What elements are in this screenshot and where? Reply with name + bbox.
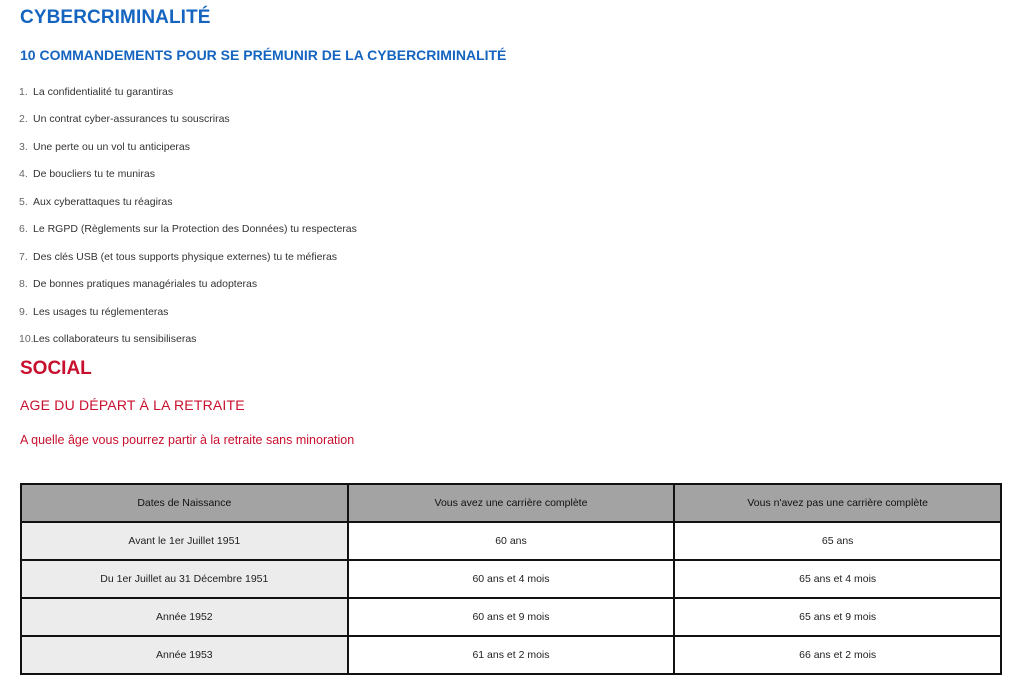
table-cell-full-career: 61 ans et 2 mois (348, 636, 675, 674)
section-subtitle-commandements: 10 COMMANDEMENTS POUR SE PRÉMUNIR DE LA CYBERCRIMINALITÉ (20, 47, 507, 63)
section-title-social: SOCIAL (20, 358, 92, 379)
table-cell-full-career: 60 ans et 9 mois (348, 598, 675, 636)
list-item (20, 243, 1024, 271)
list-item-number: 4. (19, 168, 28, 181)
table-cell-birthdate: Année 1953 (21, 636, 348, 674)
table-header-cell: Vous avez une carrière complète (348, 484, 675, 522)
retraite-table (20, 483, 1002, 675)
table-row (21, 560, 1001, 598)
table-cell-birthdate: Du 1er Juillet au 31 Décembre 1951 (21, 560, 348, 598)
list-item-text: Des clés USB (et tous supports physique externes) tu te méfieras (33, 250, 338, 263)
table-header-cell: Vous n'avez pas une carrière complète (674, 484, 1001, 522)
section-title-cybercriminalite: CYBERCRIMINALITÉ (20, 7, 211, 28)
list-item-number: 1. (19, 85, 28, 98)
list-item-number: 3. (19, 140, 28, 153)
list-item-text: De boucliers tu te muniras (33, 168, 155, 181)
list-item (20, 161, 1024, 189)
list-item-text: Les usages tu réglementeras (33, 305, 169, 318)
table-cell-partial-career: 65 ans et 9 mois (674, 598, 1001, 636)
list-item (20, 188, 1024, 216)
list-item (20, 271, 1024, 299)
table-cell-partial-career: 65 ans et 4 mois (674, 560, 1001, 598)
list-item-number: 6. (19, 223, 28, 236)
table-row (21, 522, 1001, 560)
list-item-number: 10. (19, 333, 34, 346)
table-row (21, 598, 1001, 636)
table-cell-full-career: 60 ans (348, 522, 675, 560)
list-item-text: Un contrat cyber-assurances tu souscriras (33, 113, 230, 126)
table-cell-partial-career: 65 ans (674, 522, 1001, 560)
list-item (20, 133, 1024, 161)
table-cell-birthdate: Année 1952 (21, 598, 348, 636)
list-item-text: Les collaborateurs tu sensibiliseras (33, 333, 197, 346)
list-item-text: Aux cyberattaques tu réagiras (33, 195, 173, 208)
list-item-number: 7. (19, 250, 28, 263)
list-item (20, 106, 1024, 134)
list-item (20, 326, 1024, 354)
list-item-number: 2. (19, 113, 28, 126)
section-subtitle-retraite: AGE DU DÉPART À LA RETRAITE (20, 397, 245, 413)
list-item-number: 5. (19, 195, 28, 208)
list-item (20, 298, 1024, 326)
table-header-row (21, 484, 1001, 522)
list-item-text: Le RGPD (Règlements sur la Protection des Données) tu respecteras (33, 223, 357, 236)
list-item-number: 8. (19, 278, 28, 291)
list-item-text: Une perte ou un vol tu anticiperas (33, 140, 191, 153)
retraite-intro-text: A quelle âge vous pourrez partir à la retraite sans minoration (20, 433, 355, 447)
commandments-list (20, 78, 1024, 353)
list-item (20, 78, 1024, 106)
list-item-text: La confidentialité tu garantiras (33, 85, 174, 98)
list-item-number: 9. (19, 305, 28, 318)
table-header-cell: Dates de Naissance (21, 484, 348, 522)
list-item (20, 216, 1024, 244)
table-cell-partial-career: 66 ans et 2 mois (674, 636, 1001, 674)
table-cell-birthdate: Avant le 1er Juillet 1951 (21, 522, 348, 560)
table-row (21, 636, 1001, 674)
list-item-text: De bonnes pratiques managériales tu adopteras (33, 278, 258, 291)
table-cell-full-career: 60 ans et 4 mois (348, 560, 675, 598)
